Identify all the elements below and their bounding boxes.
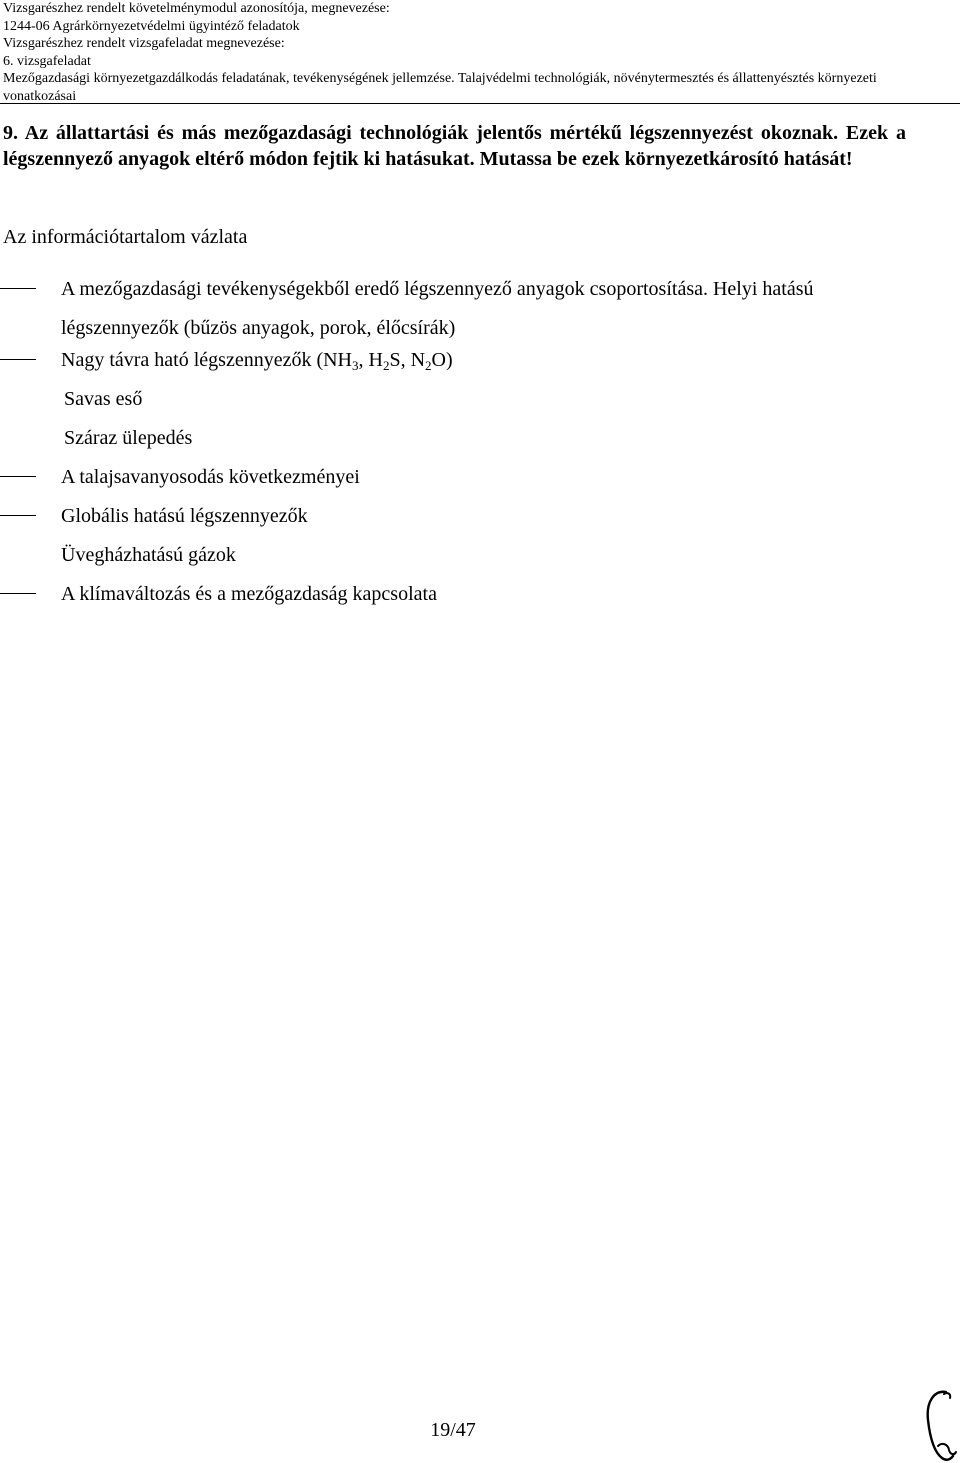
outline-item <box>0 270 921 347</box>
dash-bullet <box>0 476 36 477</box>
outline-item <box>0 542 921 581</box>
header-task-label: Vizsgarészhez rendelt vizsgafeladat megnevezése: <box>3 36 285 52</box>
dash-bullet <box>0 593 36 594</box>
outline-item-text: Globális hatású légszennyezők <box>61 505 308 527</box>
page-number: 19/47 <box>430 1419 476 1441</box>
outline-item <box>0 581 921 620</box>
dash-bullet <box>0 288 36 289</box>
question-text: 9. Az állattartási és más mezőgazdasági technológiák jelentős mértékű légszennyezést okoznak. Ezek a légszennyező anyagok eltérő módon fejtik ki hatásukat. Mutassa be ezek környezetkárosító hatását! <box>3 122 906 170</box>
outline-list <box>0 276 960 620</box>
logo-mark <box>918 1386 960 1463</box>
outline-item-text: Üvegházhatású gázok <box>61 544 236 566</box>
header-task-number: 6. vizsgafeladat <box>3 53 91 69</box>
header-task-description: Mezőgazdasági környezetgazdálkodás feladatának, tevékenységének jellemzése. Talajvédelmi technológiák, növénytermesztés és állattenyésztés környezeti vonatkozásai <box>3 71 877 104</box>
outline-item <box>0 464 921 503</box>
dash-bullet <box>0 515 36 516</box>
outline-item <box>0 347 921 386</box>
outline-item-text: Száraz ülepedés <box>64 427 193 449</box>
header-module-label: Vizsgarészhez rendelt követelménymodul azonosítója, megnevezése: <box>3 1 390 16</box>
header-divider <box>0 103 960 104</box>
outline-item <box>0 503 921 542</box>
outline-item-text: A klímaváltozás és a mezőgazdaság kapcsolata <box>61 583 437 605</box>
dash-bullet <box>0 359 36 360</box>
page-header <box>3 0 953 106</box>
outline-title: Az információtartalom vázlata <box>3 226 248 248</box>
outline-item-text: Nagy távra ható légszennyezők ($NH_3$, $H_2S$, $N_2O$) <box>61 349 453 373</box>
header-module-name: 1244-06 Agrárkörnyezetvédelmi ügyintéző feladatok <box>3 18 300 34</box>
outline-item <box>0 386 924 425</box>
outline-item-text: A talajsavanyosodás következményei <box>61 466 360 488</box>
outline-item <box>0 425 924 464</box>
outline-item-text: Savas eső <box>64 388 143 410</box>
outline-item-text: A mezőgazdasági tevékenységekből eredő légszennyező anyagok csoportosítása. Helyi hatású légszennyezők (bűzös anyagok, porok, élőcsírák) <box>61 278 814 339</box>
